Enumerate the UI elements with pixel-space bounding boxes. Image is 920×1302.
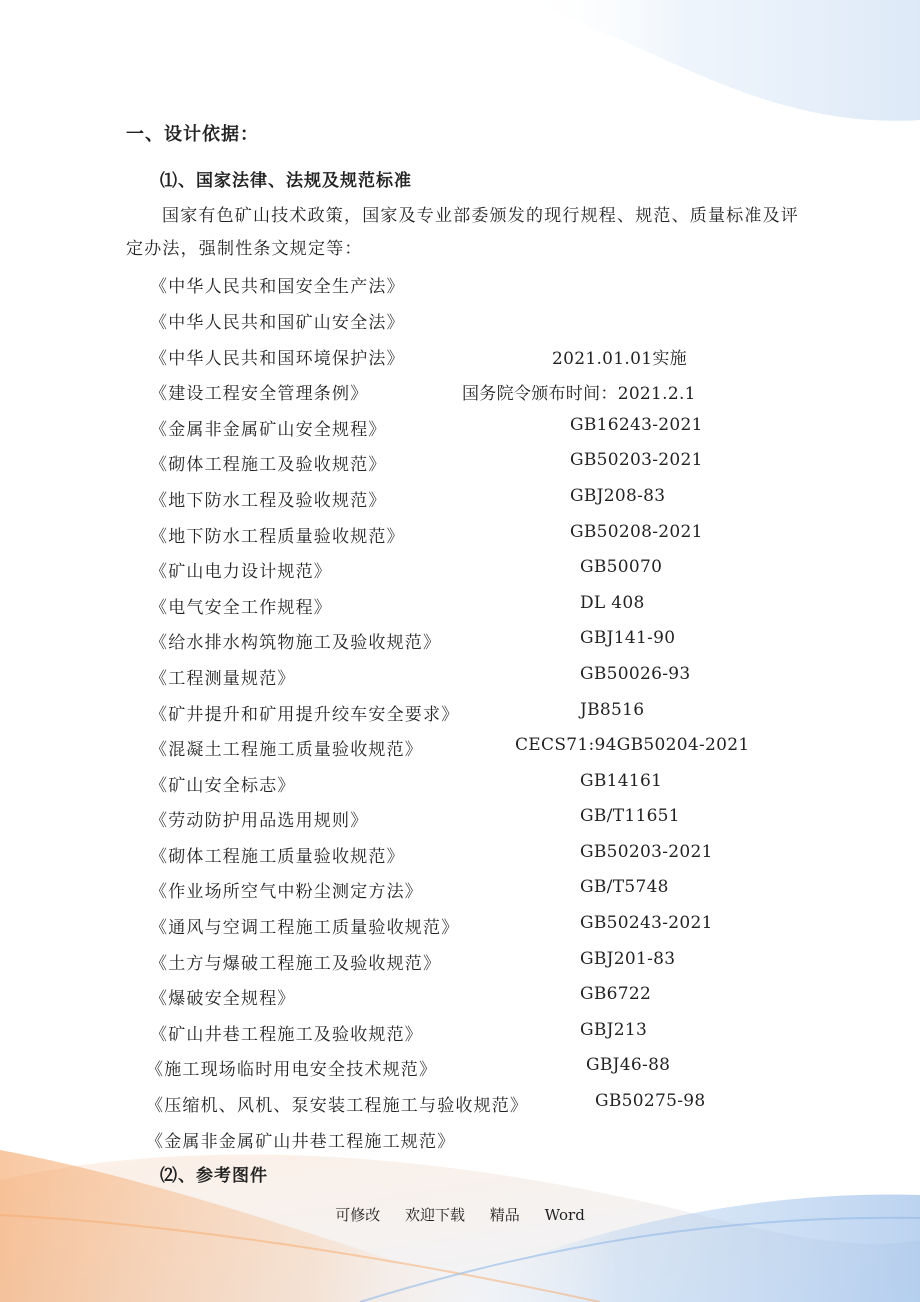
reference-title: 《中华人民共和国矿山安全法》 bbox=[150, 313, 405, 333]
reference-title: 《给水排水构筑物施工及验收规范》 bbox=[150, 633, 442, 653]
page-footer bbox=[0, 1204, 920, 1225]
reference-code: GB6722 bbox=[580, 984, 652, 1004]
reference-code: CECS71:94GB50204-2021 bbox=[515, 735, 750, 755]
reference-title: 《矿井提升和矿用提升绞车安全要求》 bbox=[150, 705, 460, 725]
reference-code: GB50070 bbox=[580, 557, 663, 577]
reference-title: 《电气安全工作规程》 bbox=[150, 598, 332, 618]
reference-title: 《劳动防护用品选用规则》 bbox=[150, 811, 369, 831]
reference-title: 《地下防水工程质量验收规范》 bbox=[150, 527, 405, 547]
reference-title: 《爆破安全规程》 bbox=[150, 989, 296, 1009]
reference-code: GB50203-2021 bbox=[570, 450, 703, 470]
section-heading: 一、设计依据： bbox=[126, 124, 259, 145]
reference-code: GB50026-93 bbox=[580, 664, 691, 684]
reference-title: 《建设工程安全管理条例》 bbox=[150, 384, 369, 404]
footer-editable: 可修改 bbox=[335, 1206, 381, 1224]
reference-code: 国务院令颁布时间：2021.2.1 bbox=[462, 384, 696, 404]
reference-code: GB14161 bbox=[580, 771, 663, 791]
subheading-reference-drawings: ⑵、参考图件 bbox=[160, 1166, 268, 1186]
reference-code: GBJ141-90 bbox=[580, 628, 676, 648]
reference-title: 《砌体工程施工及验收规范》 bbox=[150, 455, 387, 475]
reference-title: 《通风与空调工程施工质量验收规范》 bbox=[150, 918, 460, 938]
reference-title: 《工程测量规范》 bbox=[150, 669, 296, 689]
reference-title: 《矿山井巷工程施工及验收规范》 bbox=[150, 1025, 423, 1045]
reference-title: 《中华人民共和国安全生产法》 bbox=[150, 277, 405, 297]
intro-paragraph: 国家有色矿山技术政策，国家及专业部委颁发的现行规程、规范、质量标准及评定办法，强制性条文规定等： bbox=[126, 206, 799, 259]
reference-code: GBJ213 bbox=[580, 1020, 648, 1040]
reference-code: 2021.01.01实施 bbox=[552, 349, 687, 369]
reference-code: GB/T5748 bbox=[580, 877, 669, 897]
reference-title: 《压缩机、风机、泵安装工程施工与验收规范》 bbox=[146, 1096, 529, 1116]
reference-code: DL 408 bbox=[580, 593, 645, 613]
reference-title: 《混凝土工程施工质量验收规范》 bbox=[150, 740, 423, 760]
reference-title: 《金属非金属矿山井巷工程施工规范》 bbox=[146, 1132, 456, 1152]
reference-title: 《中华人民共和国环境保护法》 bbox=[150, 349, 405, 369]
reference-code: GBJ46-88 bbox=[586, 1055, 671, 1075]
reference-title: 《矿山安全标志》 bbox=[150, 776, 296, 796]
reference-title: 《地下防水工程及验收规范》 bbox=[150, 491, 387, 511]
reference-title: 《金属非金属矿山安全规程》 bbox=[150, 420, 387, 440]
footer-format: Word bbox=[544, 1206, 585, 1224]
reference-title: 《作业场所空气中粉尘测定方法》 bbox=[150, 882, 423, 902]
footer-quality: 精品 bbox=[489, 1206, 520, 1224]
subheading-laws-standards: ⑴、国家法律、法规及规范标准 bbox=[160, 171, 412, 191]
reference-title: 《砌体工程施工质量验收规范》 bbox=[150, 847, 405, 867]
reference-code: GBJ208-83 bbox=[570, 486, 666, 506]
reference-code: GB50275-98 bbox=[595, 1091, 706, 1111]
reference-title: 《矿山电力设计规范》 bbox=[150, 562, 332, 582]
reference-code: GB50203-2021 bbox=[580, 842, 713, 862]
reference-code: GB/T11651 bbox=[580, 806, 680, 826]
reference-title: 《土方与爆破工程施工及验收规范》 bbox=[150, 954, 442, 974]
reference-code: GB16243-2021 bbox=[570, 415, 703, 435]
reference-title: 《施工现场临时用电安全技术规范》 bbox=[146, 1060, 438, 1080]
reference-code: JB8516 bbox=[580, 700, 645, 720]
reference-code: GB50208-2021 bbox=[570, 522, 703, 542]
reference-code: GB50243-2021 bbox=[580, 913, 713, 933]
reference-code: GBJ201-83 bbox=[580, 949, 676, 969]
footer-download: 欢迎下载 bbox=[405, 1206, 466, 1224]
